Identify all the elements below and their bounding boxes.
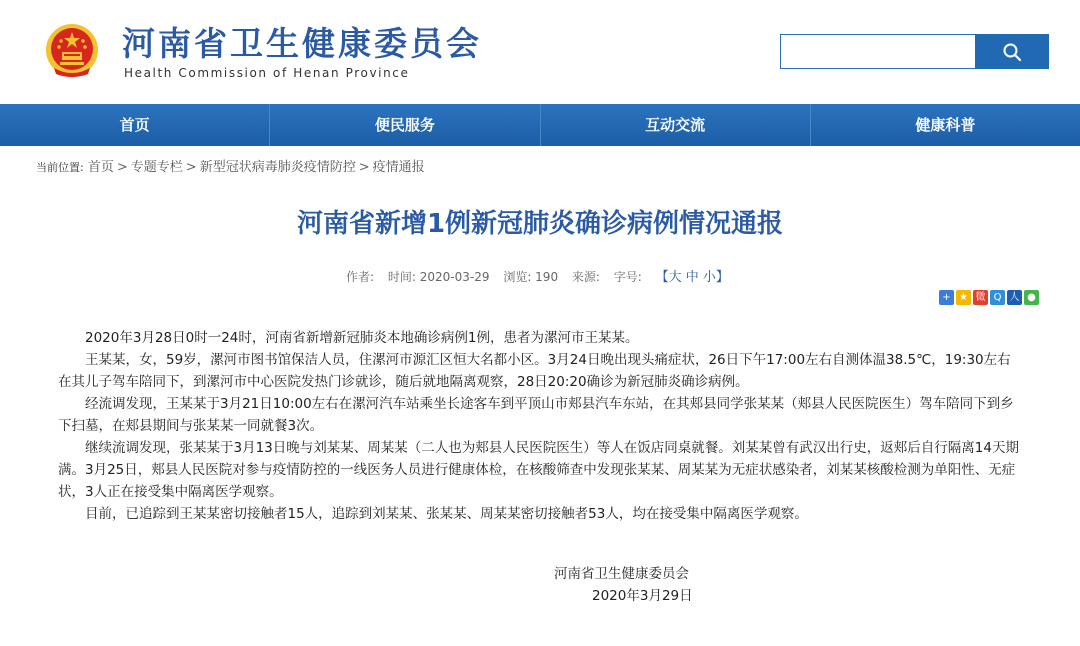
site-title: 河南省卫生健康委员会 (122, 24, 482, 63)
breadcrumb-special-topics[interactable]: 专题专栏 (130, 160, 183, 175)
search-input[interactable] (780, 34, 976, 69)
article-title: 河南省新增1例新冠肺炎确诊病例情况通报 (296, 209, 784, 239)
breadcrumb-label: 当前位置: (36, 161, 84, 174)
nav-item-health-science[interactable]: 健康科普 (915, 116, 976, 134)
breadcrumb-separator: > (116, 160, 128, 175)
article-body (58, 327, 1020, 525)
breadcrumb-epidemic-report[interactable]: 疫情通报 (372, 160, 425, 175)
site-header (0, 0, 1080, 104)
paragraph: 目前，已追踪到王某某密切接触者15人，追踪到刘某某、张某某、周某某密切接触者53人，均在接受集中隔离医学观察。 (85, 506, 808, 522)
paragraph: 2020年3月28日0时一24时，河南省新增新冠肺炎本地确诊病例1例，患者为漯河市王某某。 (85, 330, 639, 346)
plus-icon[interactable]: + (939, 290, 954, 305)
breadcrumb-covid-prevention[interactable]: 新型冠状病毒肺炎疫情防控 (199, 160, 356, 175)
font-size-options[interactable]: 【大 中 小】 (655, 270, 729, 285)
weibo-icon[interactable]: 微 (973, 290, 988, 305)
meta-author: 作者: (346, 270, 375, 284)
qzone-icon[interactable]: ★ (956, 290, 971, 305)
main-nav (0, 104, 1080, 146)
breadcrumb-home[interactable]: 首页 (87, 160, 114, 175)
site-subtitle: Health Commission of Henan Province (124, 66, 410, 80)
breadcrumb-separator: > (358, 160, 370, 175)
meta-views: 浏览: 190 (503, 270, 559, 284)
article-signature-date: 2020年3月29日 (592, 588, 693, 604)
tqq-icon[interactable]: Q (990, 290, 1005, 305)
share-bar (939, 290, 1039, 305)
search-icon (1002, 42, 1022, 62)
paragraph: 继续流调发现，张某某于3月13日晚与刘某某、周某某（二人也为郏县人民医院医生）等人在饭店同桌就餐。刘某某曾有武汉出行史，返郏后自行隔离14天期满。3月25日，郏县人民医院对参与疫情防控的一线医务人员进行健康体检，在核酸筛查中发现张某某、周某某为无症状感染者，刘某某核酸检测为单阳性、无症状，3人正在接受集中隔离医学观察。 (58, 440, 1019, 500)
paragraph: 王某某，女，59岁，漯河市图书馆保洁人员，住漯河市源汇区恒大名都小区。3月24日晚出现头痛症状，26日下午17:00左右自测体温38.5℃，19:30左右在其儿子驾车陪同下，到漯河市中心医院发热门诊就诊，随后就地隔离观察，28日20:20确诊为新冠肺炎确诊病例。 (58, 352, 1011, 390)
nav-item-services[interactable]: 便民服务 (270, 104, 540, 146)
renren-icon[interactable]: 人 (1007, 290, 1022, 305)
meta-source: 来源: (571, 270, 600, 284)
national-emblem-icon (44, 22, 100, 80)
article-signature: 河南省卫生健康委员会 (554, 566, 689, 582)
font-size-label: 字号: (613, 270, 642, 284)
nav-item-home[interactable]: 首页 (0, 104, 270, 146)
meta-time: 时间: 2020-03-29 (387, 270, 490, 284)
wechat-icon[interactable]: ● (1024, 290, 1039, 305)
search-button[interactable] (975, 34, 1049, 69)
font-size-control (614, 270, 729, 284)
paragraph: 经流调发现，王某某于3月21日10:00左右在漯河汽车站乘坐长途客车到平顶山市郏县汽车东站，在其郏县同学张某某（郏县人民医院医生）驾车陪同下到乡下扫墓，在郏县期间与张某某一同就餐3次。 (58, 396, 1014, 434)
breadcrumb (36, 156, 425, 175)
article-meta (346, 266, 739, 285)
breadcrumb-separator: > (185, 160, 197, 175)
nav-item-interaction[interactable]: 互动交流 (541, 104, 811, 146)
